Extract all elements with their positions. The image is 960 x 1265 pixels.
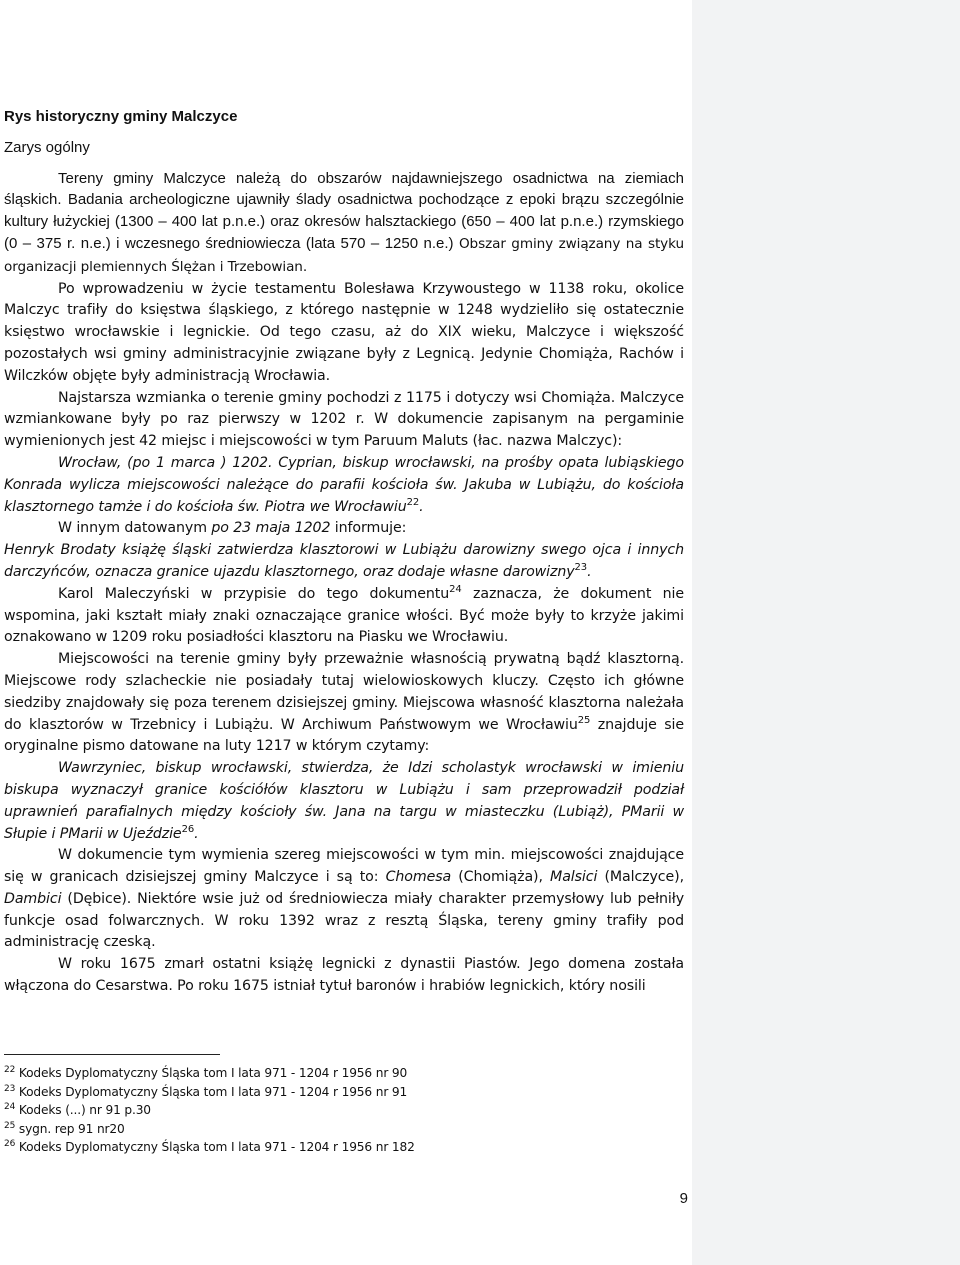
villages-c: (Malczyce), <box>597 869 684 886</box>
village-malsici: Malsici <box>550 869 598 886</box>
villages-b: (Chomiąża), <box>451 869 551 886</box>
footnote-ref-24: 24 <box>449 583 462 595</box>
footnote-item <box>4 1064 684 1083</box>
ownership-b: znajduje sie oryginalne pismo datowane na luty 1217 w którym czytamy: <box>4 716 684 755</box>
footnote-item <box>4 1083 684 1102</box>
paragraph-prehistory <box>4 168 684 279</box>
village-dambici: Dambici <box>4 890 62 907</box>
paragraph-maleczynski <box>4 584 684 649</box>
footnotes <box>4 1064 684 1157</box>
footnote-number: 25 <box>4 1120 16 1131</box>
quote-henryk-brodaty <box>4 540 684 584</box>
paragraph-oldest-mention: Najstarsza wzmianka o terenie gminy pochodzi z 1175 i dotyczy wsi Chomiąża. Malczyce wzmiankowane były po raz pierwszy w 1202 r. W dokumencie zapisanym na pergaminie wymienionych jest 42 miejsc i miejscowości w tym Paruum Maluts (łac. nazwa Malczyc): <box>4 389 684 450</box>
ownership-a: Miejscowości na terenie gminy były przeważnie własnością prywatną bądź klasztorną. Miejscowe rody szlacheckie nie posiadały tutaj wielowioskowych kluczy. Często ich główne siedziby znajdowały się poza terenem dzisiejszej gminy. Miejscowa własność klasztorna należała do klasztorów w Trzebnicy i Lubiążu. W Archiwum Państwowym we Wrocławiu <box>4 651 684 733</box>
quote-wroclaw-1202-text: Wrocław, (po 1 marca ) 1202. Cyprian, biskup wrocławski, na prośby opata lubiąskiego Konrada wylicza miejscowości należące do parafii kościoła św. Jakuba w Lubiążu, do kościoła klasztornego tamże i do kościoła św. Piotra we Wrocławiu <box>4 454 684 515</box>
footnote-text: Kodeks Dyplomatyczny Śląska tom I lata 971 - 1204 r 1956 nr 91 <box>18 1084 408 1099</box>
quote-wroclaw-1202 <box>4 453 684 518</box>
paragraph-testament: Po wprowadzeniu w życie testamentu Bolesława Krzywoustego w 1138 roku, okolice Malczyc trafiły do księstwa śląskiego, z którego następnie w 1248 wydzieliło się ostatecznie księstwo wrocławskie i legnickie. Od tego czasu, aż do XIX wieku, Malczyce i większość pozostałych wsi gminy administracyjnie związane były z Legnicą. Jedynie Chomiąża, Rachów i Wilczków objęte były administracją Wrocławia. <box>4 280 684 384</box>
footnote-ref-22: 22 <box>406 496 420 508</box>
footnote-number: 23 <box>4 1083 16 1094</box>
paragraph-prehistory-text <box>4 168 684 279</box>
villages-d: (Dębice). Niektóre wsie już od średniowiecza miały charakter przemysłowy lub pełniły funkcje osad folwarcznych. W roku 1392 wraz z resztą Śląska, tereny gminy trafiły pod administrację czeską. <box>4 890 684 951</box>
villages-a: W dokumencie tym wymienia szereg miejscowości w tym min. miejscowości znajdujące się w granicach dzisiejszej gminy Malczyce i są to: <box>4 847 684 886</box>
village-chomesa: Chomesa <box>385 869 452 886</box>
another-dated-a: W innym datowanym <box>58 520 212 537</box>
prehistory-main-text: Tereny gminy Malczyce należą do obszarów najdawniejszego osadnictwa na ziemiach śląskich. Badania archeologiczne ujawniły ślady osadnictwa pochodzące z epoki brązu szczególnie kultury łużyckiej (1300 – 400 lat p.n.e.) oraz okresów halsztackiego (650 – 400 lat p.n.e.) rzymskiego (0 – 375 r. n.e.) i wczesnego średniowiecza (lata 570 – 1250 n.e.) <box>4 169 684 252</box>
paragraph-another-dated <box>4 518 684 540</box>
footnote-text: Kodeks Dyplomatyczny Śląska tom I lata 971 - 1204 r 1956 nr 182 <box>18 1140 415 1155</box>
another-dated-c: informuje: <box>330 520 407 537</box>
prehistory-tribes-text: Obszar gminy związany na styku organizacji plemiennych Ślężan i Trzebowian. <box>4 235 684 275</box>
footnote-text: Kodeks (...) nr 91 p.30 <box>18 1103 151 1118</box>
section-subtitle: Zarys ogólny <box>4 138 90 156</box>
footnote-separator <box>4 1054 220 1055</box>
quote-wroclaw-1202-end: . <box>419 498 424 515</box>
paragraph-document-villages <box>4 845 684 954</box>
footnote-number: 26 <box>4 1139 16 1150</box>
right-sidebar-panel <box>692 0 960 1265</box>
document-title: Rys historyczny gminy Malczyce <box>4 108 238 125</box>
quote-wawrzyniec <box>4 758 684 845</box>
footnote-item <box>4 1138 684 1157</box>
footnote-text: sygn. rep 91 nr20 <box>18 1121 125 1136</box>
footnote-number: 24 <box>4 1102 16 1113</box>
document-page <box>4 0 688 1265</box>
paragraph-1675: W roku 1675 zmarł ostatni książę legnicki z dynastii Piastów. Jego domena została włączona do Cesarstwa. Po roku 1675 istniał tytuł baronów i hrabiów legnickich, który nosili <box>4 956 684 995</box>
footnote-ref-23: 23 <box>574 561 588 573</box>
document-body <box>4 106 684 998</box>
quote-henryk-brodaty-end: . <box>587 563 592 580</box>
footnote-item <box>4 1101 684 1120</box>
footnote-number: 22 <box>4 1065 16 1075</box>
maleczynski-b: zaznacza, że dokument nie wspomina, jaki kształt miały znaki oznaczające granice włości. Być może były to krzyże jakimi oznakowano w 1209 roku posiadłości klasztoru na Piasku we Wrocławiu. <box>4 585 684 646</box>
footnote-ref-25: 25 <box>577 714 591 726</box>
quote-wawrzyniec-text: Wawrzyniec, biskup wrocławski, stwierdza, że Idzi scholastyk wrocławski w imieniu biskupa wyznaczył granice kościółów klasztoru w Lubiążu i sam przeprowadził podział uprawnień parafialnych między kościoły św. Jana na targu w miasteczku (Lubiąż), PMarii w Słupie i PMarii w Ujeździe <box>4 760 684 842</box>
footnote-text: Kodeks Dyplomatyczny Śląska tom I lata 971 - 1204 r 1956 nr 90 <box>18 1066 408 1080</box>
page-number: 9 <box>679 1190 688 1207</box>
quote-wawrzyniec-end: . <box>194 825 199 842</box>
footnote-item <box>4 1120 684 1139</box>
maleczynski-a: Karol Maleczyński w przypisie do tego dokumentu <box>58 585 450 602</box>
paragraph-ownership <box>4 649 684 758</box>
footnote-ref-26: 26 <box>181 823 195 835</box>
another-dated-date: po 23 maja 1202 <box>211 520 331 537</box>
quote-henryk-brodaty-text: Henryk Brodaty książę śląski zatwierdza klasztorowi w Lubiążu darowizny swego ojca i innych darczyńców, oznacza granice ujazdu klasztornego, oraz dodaje własne darowizny <box>4 542 684 580</box>
